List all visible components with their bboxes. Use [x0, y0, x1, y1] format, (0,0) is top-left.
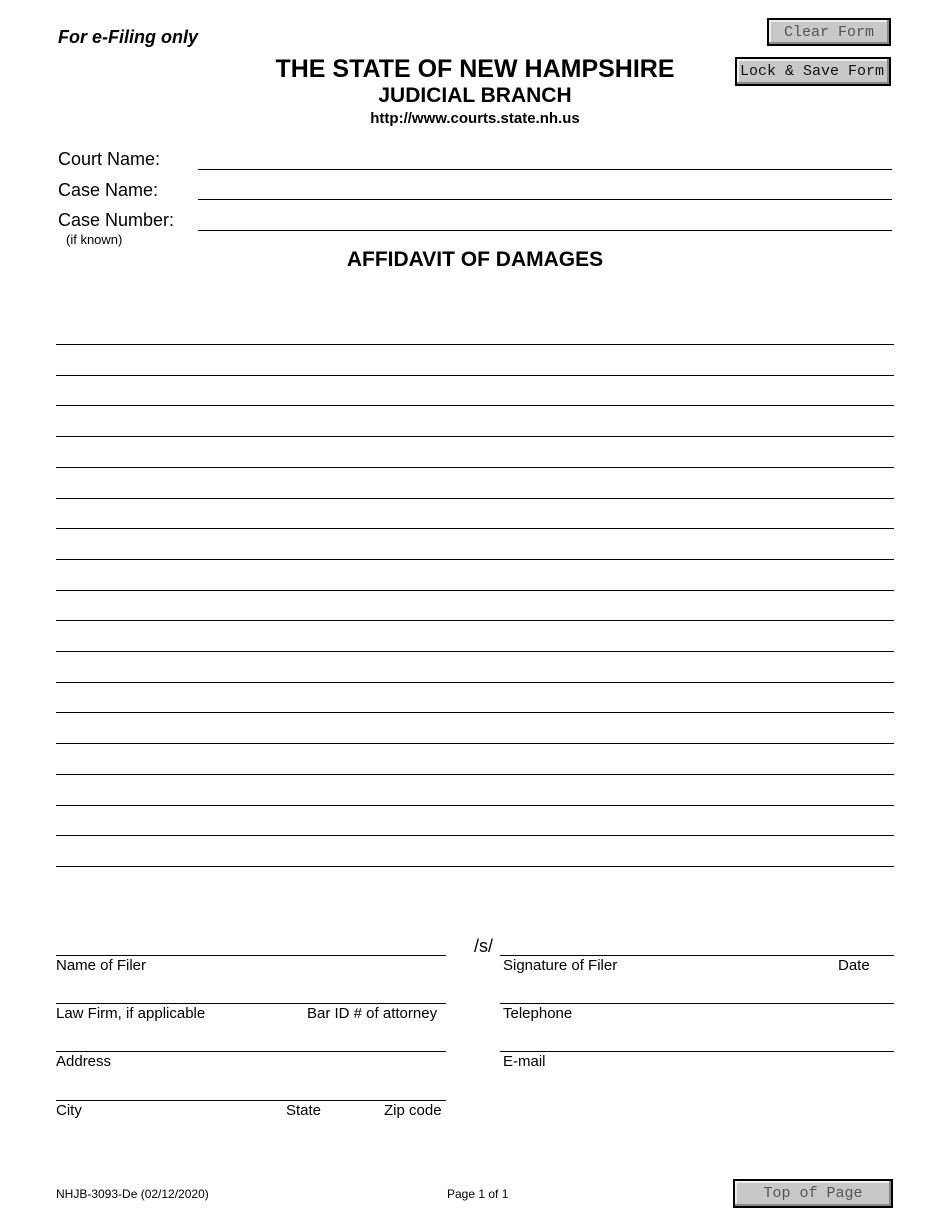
- signature-of-filer-label: Signature of Filer: [503, 957, 618, 974]
- affidavit-body-line[interactable]: [56, 316, 894, 345]
- affidavit-body-line[interactable]: [56, 654, 894, 683]
- law-firm-input[interactable]: [56, 981, 446, 1004]
- top-of-page-button[interactable]: Top of Page: [733, 1179, 893, 1208]
- document-title: AFFIDAVIT OF DAMAGES: [346, 248, 604, 271]
- address-label: Address: [56, 1053, 112, 1070]
- case-name-label: Case Name:: [58, 180, 159, 200]
- name-of-filer-label: Name of Filer: [56, 957, 147, 974]
- case-name-input[interactable]: [198, 177, 892, 200]
- email-label: E-mail: [503, 1053, 546, 1070]
- zip-code-label: Zip code: [384, 1102, 442, 1119]
- court-url: http://www.courts.state.nh.us: [370, 110, 580, 127]
- signature-prefix: /s/: [474, 936, 494, 956]
- affidavit-body-line[interactable]: [56, 377, 894, 406]
- case-number-hint: (if known): [66, 232, 123, 247]
- clear-form-button[interactable]: Clear Form: [767, 18, 891, 46]
- signature-of-filer-input[interactable]: [500, 933, 894, 956]
- lock-save-form-button[interactable]: Lock & Save Form: [735, 57, 891, 86]
- affidavit-body-line[interactable]: [56, 684, 894, 713]
- affidavit-body-line[interactable]: [56, 746, 894, 775]
- affidavit-body-line[interactable]: [56, 500, 894, 529]
- email-input[interactable]: [500, 1029, 894, 1052]
- affidavit-body-line[interactable]: [56, 470, 894, 499]
- bar-id-label: Bar ID # of attorney: [307, 1005, 438, 1022]
- court-name-input[interactable]: [198, 147, 892, 170]
- case-number-input[interactable]: [198, 208, 892, 231]
- name-of-filer-input[interactable]: [56, 933, 446, 956]
- page-indicator: Page 1 of 1: [447, 1187, 509, 1201]
- branch-title: JUDICIAL BRANCH: [378, 84, 572, 107]
- form-id: NHJB-3093-De (02/12/2020): [56, 1187, 209, 1201]
- court-name-label: Court Name:: [58, 149, 161, 169]
- city-label: City: [56, 1102, 82, 1119]
- affidavit-body-line[interactable]: [56, 623, 894, 652]
- affidavit-body-line[interactable]: [56, 531, 894, 560]
- affidavit-body-line[interactable]: [56, 408, 894, 437]
- case-number-label: Case Number:: [58, 210, 175, 230]
- address-input[interactable]: [56, 1029, 446, 1052]
- state-label: State: [286, 1102, 322, 1119]
- affidavit-body-line[interactable]: [56, 807, 894, 836]
- affidavit-body-line[interactable]: [56, 347, 894, 376]
- affidavit-body-line[interactable]: [56, 838, 894, 867]
- state-title: THE STATE OF NEW HAMPSHIRE: [275, 55, 675, 83]
- telephone-label: Telephone: [503, 1005, 573, 1022]
- law-firm-label: Law Firm, if applicable: [56, 1005, 206, 1022]
- affidavit-body-line[interactable]: [56, 439, 894, 468]
- affidavit-body-line[interactable]: [56, 562, 894, 591]
- affidavit-body-line[interactable]: [56, 777, 894, 806]
- telephone-input[interactable]: [500, 981, 894, 1004]
- efiling-note: For e-Filing only: [58, 27, 198, 47]
- affidavit-body-line[interactable]: [56, 715, 894, 744]
- affidavit-body-line[interactable]: [56, 592, 894, 621]
- city-state-zip-input[interactable]: [56, 1078, 446, 1101]
- date-label: Date: [838, 957, 870, 974]
